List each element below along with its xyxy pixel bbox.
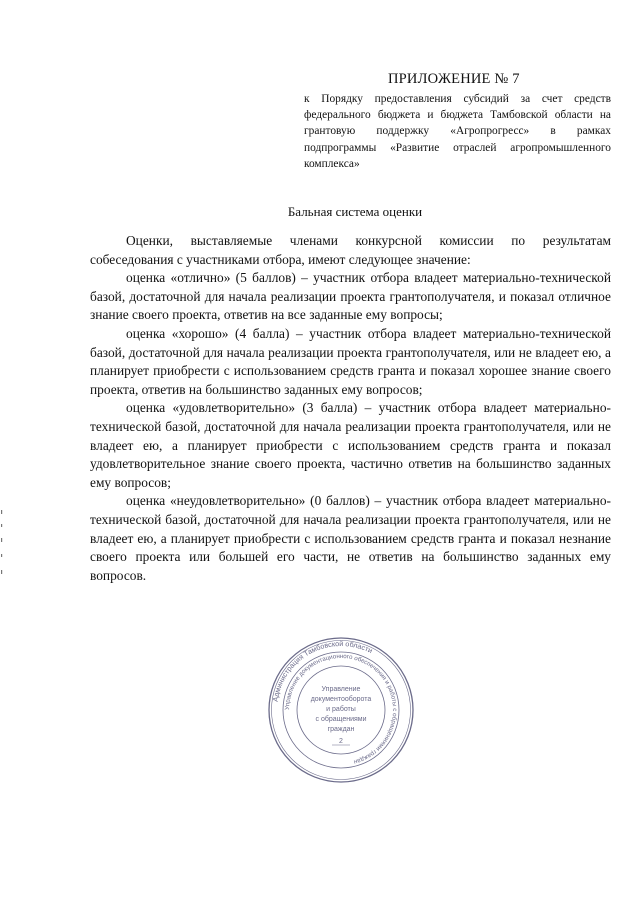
scan-mark (1, 570, 2, 574)
paragraph-good: оценка «хорошо» (4 балла) – участник отбора владеет материально-технической базой, достаточной для начала реализации проекта грантополучателя, или не владеет ею, а планирует приобрести с использованием средств гранта и показал хорошее знание своего проекта, ответив на большинство заданных ему вопросов; (90, 325, 611, 397)
official-stamp (266, 635, 416, 785)
margin-scan-marks (0, 510, 4, 580)
appendix-subtitle: к Порядку предоставления субсидий за счет средств федерального бюджета и бюджета Тамбовской области на грантовую поддержку «Агропрогресс» в рамках подпрограммы «Развитие отраслей агропромышленного комплекса» (304, 93, 611, 170)
stamp-number: 2 (339, 738, 343, 745)
stamp-center-line-4: с обращениями (315, 716, 367, 723)
scan-mark (1, 524, 2, 527)
paragraph-intro: Оценки, выставляемые членами конкурсной комиссии по результатам собеседования с участниками отбора, имеют следующее значение: (90, 233, 611, 267)
scan-mark (1, 538, 2, 542)
document-heading: Бальная система оценки (287, 204, 423, 219)
document-body (90, 232, 611, 585)
scan-mark (1, 554, 2, 557)
stamp-center-line-3: и работы (326, 706, 356, 713)
stamp-center-line-2: документооборота (310, 696, 372, 703)
stamp-outer-ring-text: Администрация Тамбовской области (270, 638, 375, 703)
scan-mark (1, 510, 2, 514)
stamp-middle-ring-text: Управление документационного обеспечения и работы с обращениями граждан (283, 652, 399, 766)
stamp-center-line-1: Управление (321, 686, 361, 693)
paragraph-unsatisfactory: оценка «неудовлетворительно» (0 баллов) – участник отбора владеет материально-технической базой, достаточной для начала реализации проекта грантополучателя, или не владеет ею, а планирует приобрести с использованием средств гранта и показал незнание своего проекта или большей его части, не ответив на большинство заданных ему вопросов. (90, 493, 611, 583)
paragraph-excellent: оценка «отлично» (5 баллов) – участник отбора владеет материально-технической базой, достаточной для начала реализации проекта грантополучателя, и показал отличное знание своего проекта, ответив на все заданные ему вопросы; (90, 270, 611, 323)
paragraph-satisfactory: оценка «удовлетворительно» (3 балла) – участник отбора владеет материально-технической базой, достаточной для начала реализации проекта грантополучателя, или не владеет ею, а планирует приобрести с использованием средств гранта и показал удовлетворительное знание своего проекта, частично ответив на большинство заданных ему вопросов; (90, 400, 611, 490)
stamp-center-line-5: граждан (327, 726, 355, 733)
appendix-title: ПРИЛОЖЕНИЕ № 7 (388, 71, 520, 87)
